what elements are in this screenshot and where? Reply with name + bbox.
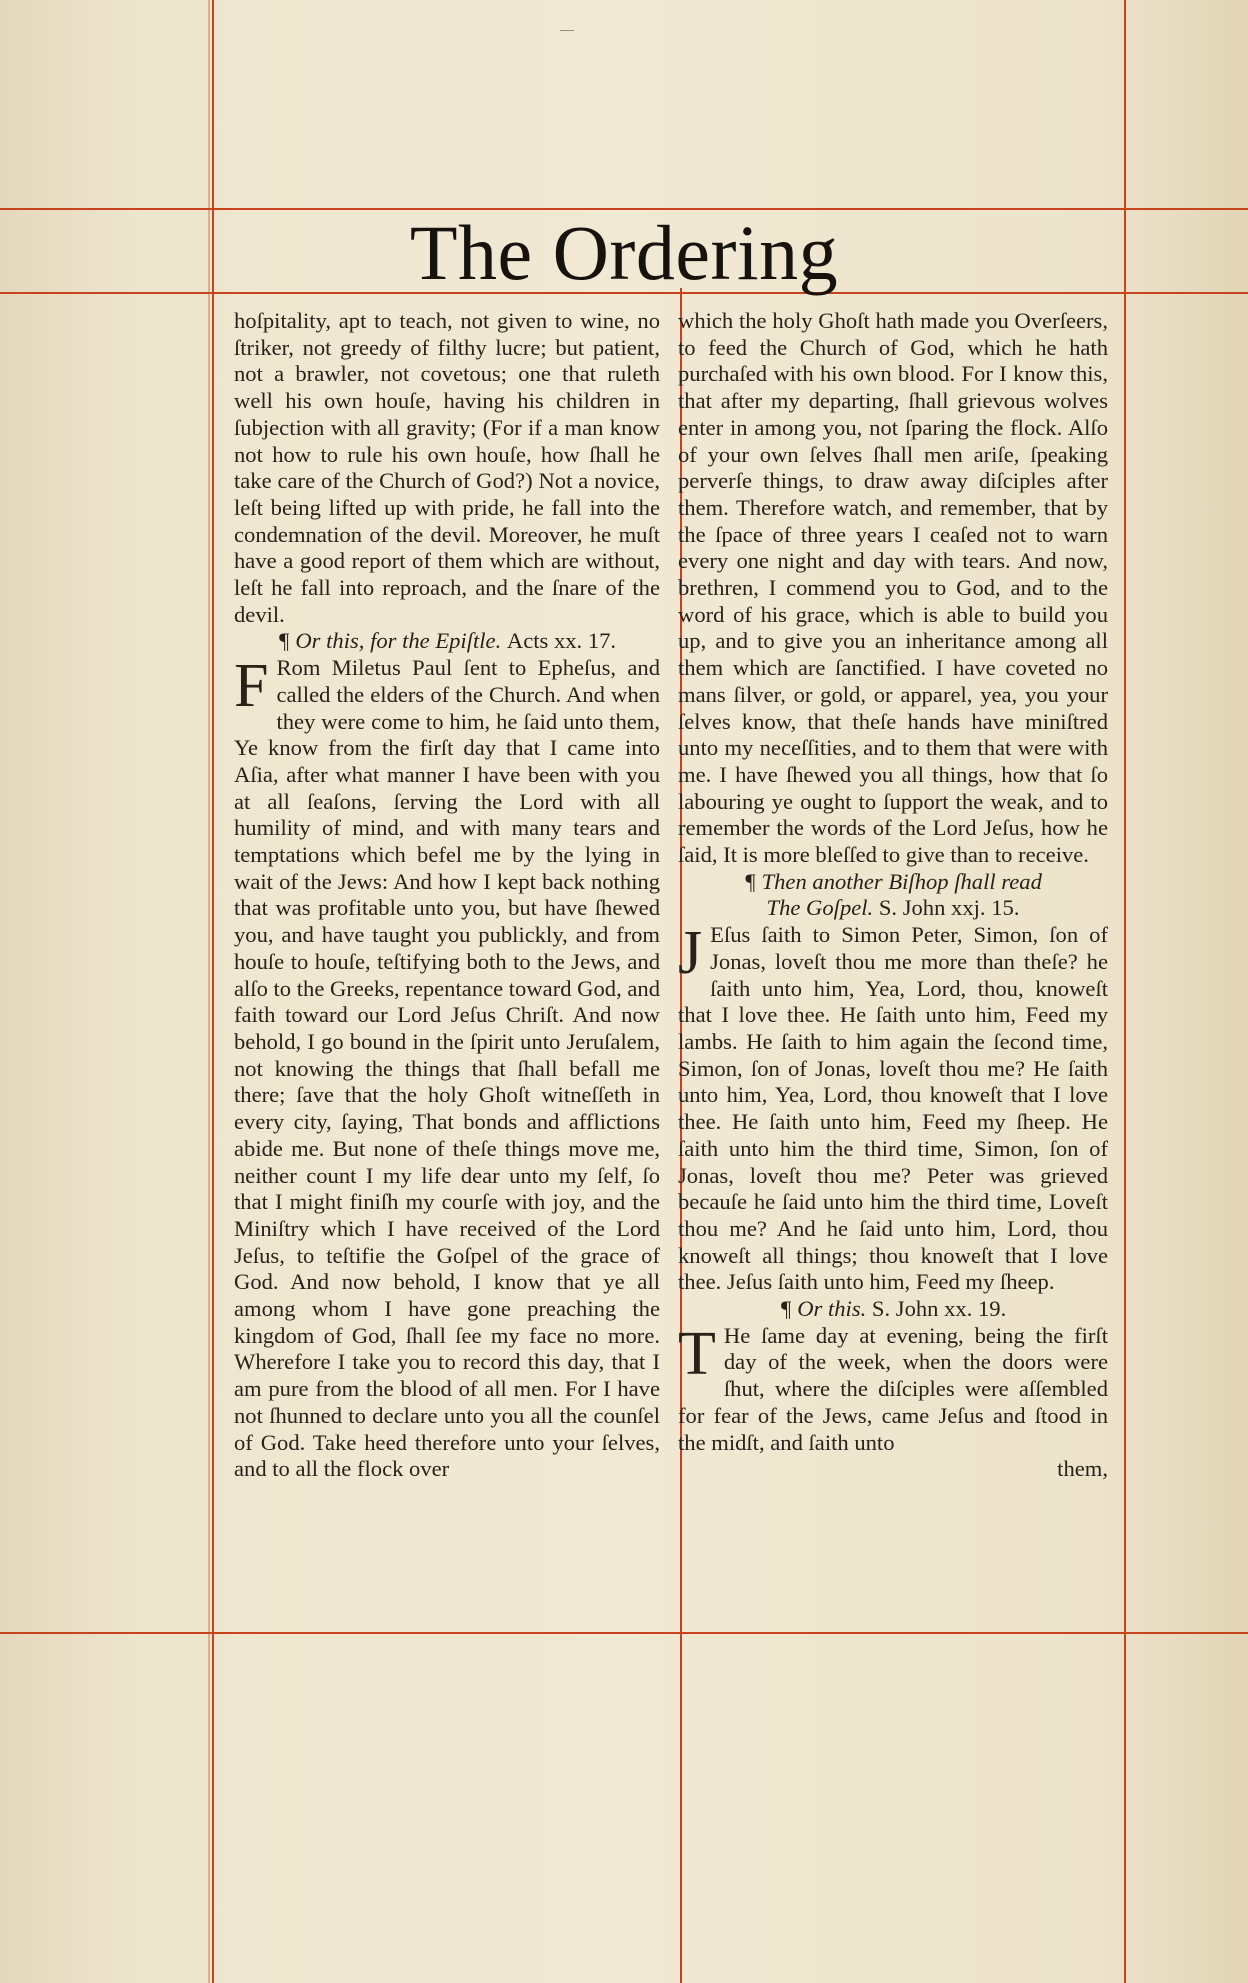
rubric-text: ¶ Or this. [779,1296,867,1322]
paragraph-text: Eſus ſaith to Simon Peter, Simon, ſon of Jonas, loveſt thou me more than theſe? he ſaith unto him, Yea, Lord, thou, knoweſt that I love thee. He ſaith unto him, Feed my lambs. He ſaith to him again the ſecond time, Simon, ſon of Jonas, loveſt thou me? He ſaith unto him, Yea, Lord, thou knoweſt that I love thee. He ſaith unto him, Feed my ſheep. He ſaith unto him the third time, Simon, ſon of Jonas, loveſt thou me? Peter was grieved becauſe he ſaid unto him the third time, Loveſt thou me? And he ſaid unto him, Lord, thou knoweſt all things; thou knoweſt that I love thee. Jeſus ſaith unto him, Feed my ſheep. [678,922,1108,1295]
right-rubric-1-line-2 [678,895,1108,922]
left-rubric [234,628,660,655]
rubric-text: The Goſpel. [766,895,874,921]
drop-cap: J [678,919,703,988]
right-paragraph-2 [678,919,1108,1296]
rubric-reference: S. John xx. 19. [871,1296,1007,1322]
drop-cap: F [234,652,269,721]
page-title: The Ordering [409,209,839,296]
rule-line-bottom [0,1632,1248,1634]
right-paragraph-1: which the holy Ghoſt hath made you Overſeers, to feed the Church of God, which he hath purchaſed with his own blood. For I know this, that after my departing, ſhall grievous wolves enter in among you, not ſparing the flock. Alſo of your own ſelves ſhall men ariſe, ſpeaking perverſe things, to draw away diſciples after them. Therefore watch, and remember, that by the ſpace of three years I ceaſed not to warn every one night and day with tears. And now, brethren, I commend you to God, and to the word of his grace, which is able to build you up, and to give you an inheritance among all them which are ſanctified. I have coveted no mans ſilver, or gold, or apparel, yea, you your ſelves know, that theſe hands have miniſtred unto my neceſſities, and to them that were with me. I have ſhewed you all things, how that ſo labouring ye ought to ſupport the weak, and to remember the words of the Lord Jeſus, how he ſaid, It is more bleſſed to give than to receive. [678,308,1108,868]
right-paragraph-3 [678,1319,1108,1457]
right-rubric-2 [678,1296,1108,1323]
paragraph-text: He ſame day at evening, being the firſt day of the week, when the doors were ſhut, where the diſciples were aſſembled for fear of the Jews, came Jeſus and ſtood in the midſt, and ſaith unto [678,1322,1108,1455]
right-column [678,308,1108,1483]
left-paragraph-2 [234,652,660,1483]
drop-cap: T [678,1319,716,1388]
catchword: them, [1057,1456,1108,1482]
paragraph-text: Rom Miletus Paul ſent to Epheſus, and called the elders of the Church. And when they were come to him, he ſaid unto them, Ye know from the firſt day that I came into Aſia, after what manner I have been with you at all ſeaſons, ſerving the Lord with all humility of mind, and with many tears and temptations which befel me by the lying in wait of the Jews: And how I kept back nothing that was profitable unto you, but have ſhewed you, and have taught you publickly, and from houſe to houſe, teſtifying both to the Jews, and alſo to the Greeks, repentance toward God, and faith toward our Lord Jeſus Chriſt. And now behold, I go bound in the ſpirit unto Jeruſalem, not knowing the things that ſhall befall me there; ſave that the holy Ghoſt witneſſeth in every city, ſaying, That bonds and afflictions abide me. But none of theſe things move me, neither count I my life dear unto my ſelf, ſo that I might finiſh my courſe with joy, and the Miniſtry which I have received of the Lord Jeſus, to teſtifie the Goſpel of the grace of God. And now behold, I know that ye all among whom I have gone preaching the kingdom of God, ſhall ſee my face no more. Wherefore I take you to record this day, that I am pure from the blood of all men. For I have not ſhunned to declare unto you all the counſel of God. Take heed therefore unto your ſelves, and to all the flock over [234,655,660,1482]
rubric-text: ¶ Or this, for the Epiſtle. [277,628,502,654]
rubric-reference: Acts xx. 17. [506,628,617,654]
left-column [234,308,660,1483]
right-rubric-1-line-1: ¶ Then another Biſhop ſhall read [744,868,1042,894]
rubric-reference: S. John xxj. 15. [878,895,1020,921]
left-paragraph-1: hoſpitality, apt to teach, not given to wine, no ſtriker, not greedy of filthy lucre; but patient, not a brawler, not covetous; one that ruleth well his own houſe, having his children in ſubjection with all gravity; (For if a man know not how to rule his own houſe, how ſhall he take care of the Church of God?) Not a novice, leſt being lifted up with pride, he fall into the condemnation of the devil. Moreover, he muſt have a good report of them which are without, leſt he fall into reproach, and the ſnare of the devil. [234,308,660,627]
sheet-mark [560,30,574,31]
